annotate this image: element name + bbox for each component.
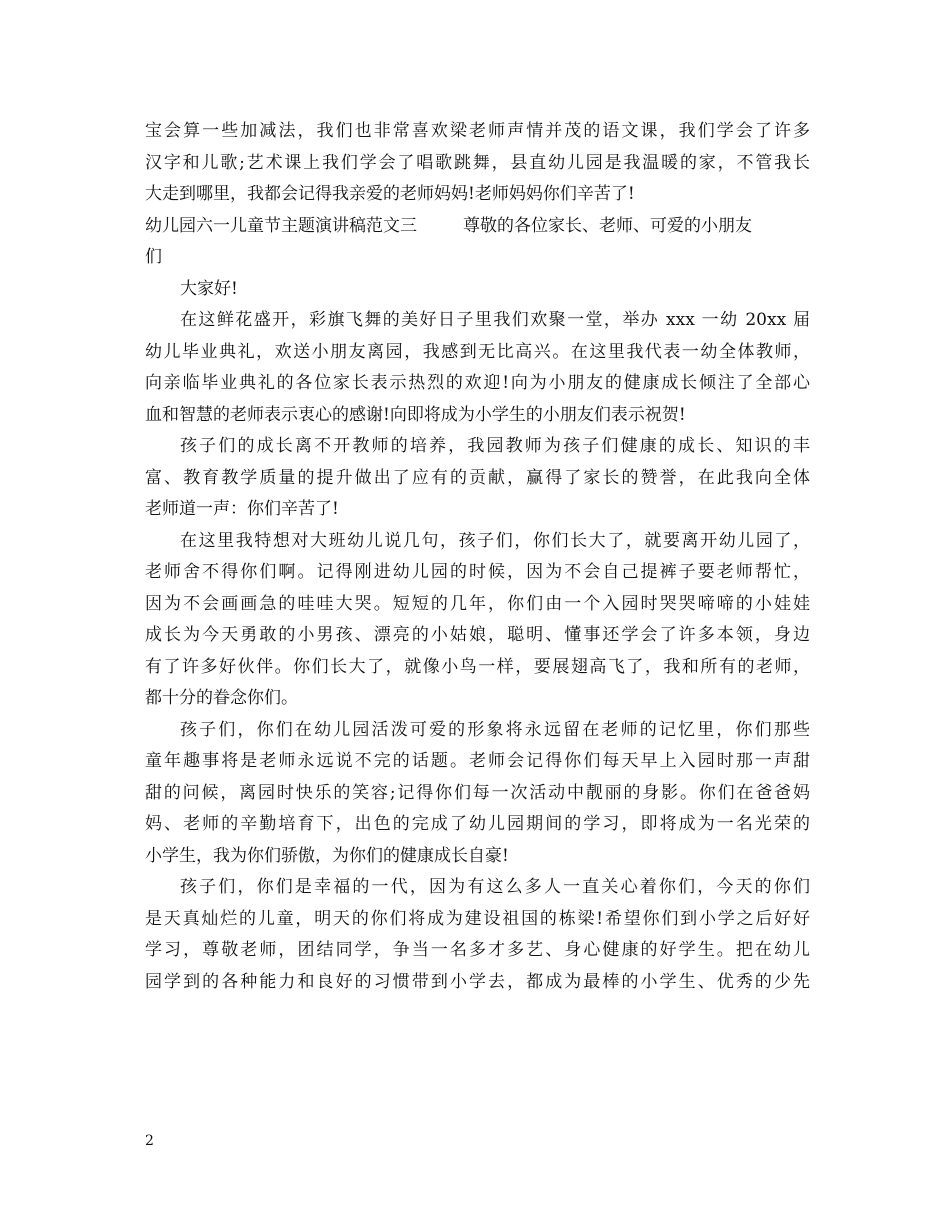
text-line: 都十分的眷念你们。 <box>145 688 298 708</box>
text-line: 孩子们的成长离不开教师的培养，我园教师为孩子们健康的成长、知识的丰 <box>180 436 810 456</box>
text-line: 向亲临毕业典礼的各位家长表示热烈的欢迎!向为小朋友的健康成长倾注了全部心 <box>145 373 810 393</box>
text-line: 小学生，我为你们骄傲，为你们的健康成长自豪! <box>145 845 509 866</box>
paragraph <box>145 305 810 431</box>
text-line: 大走到哪里，我都会记得我亲爱的老师妈妈!老师妈妈你们辛苦了! <box>145 184 635 204</box>
section-title: 幼儿园六一儿童节主题演讲稿范文三 <box>145 215 417 236</box>
text-line: 富、教育教学质量的提升做出了应有的贡献，赢得了家长的赞誉，在此我向全体 <box>145 467 810 488</box>
text-line: 甜的问候，离园时快乐的笑容;记得你们每一次活动中靓丽的身影。你们在爸爸妈 <box>145 782 810 803</box>
text-line: 童年趣事将是老师永远说不完的话题。老师会记得你们每天早上入园时那一声甜 <box>145 751 810 771</box>
text-line: 老师舍不得你们啊。记得刚进幼儿园的时候，因为不会自己提裤子要老师帮忙， <box>145 562 810 582</box>
text-line: 有了许多好伙伴。你们长大了，就像小鸟一样，要展翅高飞了，我和所有的老师， <box>145 656 810 677</box>
text-line: 在这里我特想对大班幼儿说几句，孩子们，你们长大了，就要离开幼儿园了， <box>180 530 810 551</box>
text-line: 园学到的各种能力和良好的习惯带到小学去，都成为最棒的小学生、优秀的少先 <box>145 971 810 992</box>
paragraph <box>145 715 810 873</box>
text-line: 老师道一声：你们辛苦了! <box>145 499 339 519</box>
salutation: 尊敬的各位家长、老师、可爱的小朋友 <box>463 215 752 236</box>
text-line: 幼儿毕业典礼，欢送小朋友离园，我感到无比高兴。在这里我代表一幼全体教师， <box>145 341 810 362</box>
text-line: 血和智慧的老师表示衷心的感谢!向即将成为小学生的小朋友们表示祝贺! <box>145 404 686 425</box>
text-line: 孩子们，你们在幼儿园活泼可爱的形象将永远留在老师的记忆里，你们那些 <box>180 719 810 740</box>
text-line: 宝会算一些加减法，我们也非常喜欢梁老师声情并茂的语文课，我们学会了许多 <box>145 121 810 141</box>
greeting: 大家好! <box>180 278 238 299</box>
section-title-line <box>145 211 810 243</box>
text-line: 学习，尊敬老师，团结同学，争当一名多才多艺、身心健康的好学生。把在幼儿 <box>145 940 810 960</box>
salutation-continuation: 们 <box>145 247 162 267</box>
paragraph <box>145 431 810 526</box>
document-body <box>145 116 810 998</box>
paragraph <box>145 872 810 998</box>
paragraph <box>145 526 810 715</box>
page-number: 2 <box>145 1133 154 1149</box>
text-line: 因为不会画画急的哇哇大哭。短短的几年，你们由一个入园时哭哭啼啼的小娃娃 <box>145 593 810 614</box>
text-line: 是天真灿烂的儿童，明天的你们将成为建设祖国的栋梁!希望你们到小学之后好好 <box>145 908 810 929</box>
text-line: 成长为今天勇敢的小男孩、漂亮的小姑娘，聪明、懂事还学会了许多本领，身边 <box>145 625 810 645</box>
text-line: 妈、老师的辛勤培育下，出色的完成了幼儿园期间的学习，即将成为一名光荣的 <box>145 814 810 834</box>
text-line: 孩子们，你们是幸福的一代，因为有这么多人一直关心着你们，今天的你们 <box>180 877 810 897</box>
text-line: 在这鲜花盛开，彩旗飞舞的美好日子里我们欢聚一堂，举办 xxx 一幼 20xx 届 <box>180 310 810 330</box>
text-line: 汉字和儿歌;艺术课上我们学会了唱歌跳舞，县直幼儿园是我温暖的家，不管我长 <box>145 152 810 173</box>
